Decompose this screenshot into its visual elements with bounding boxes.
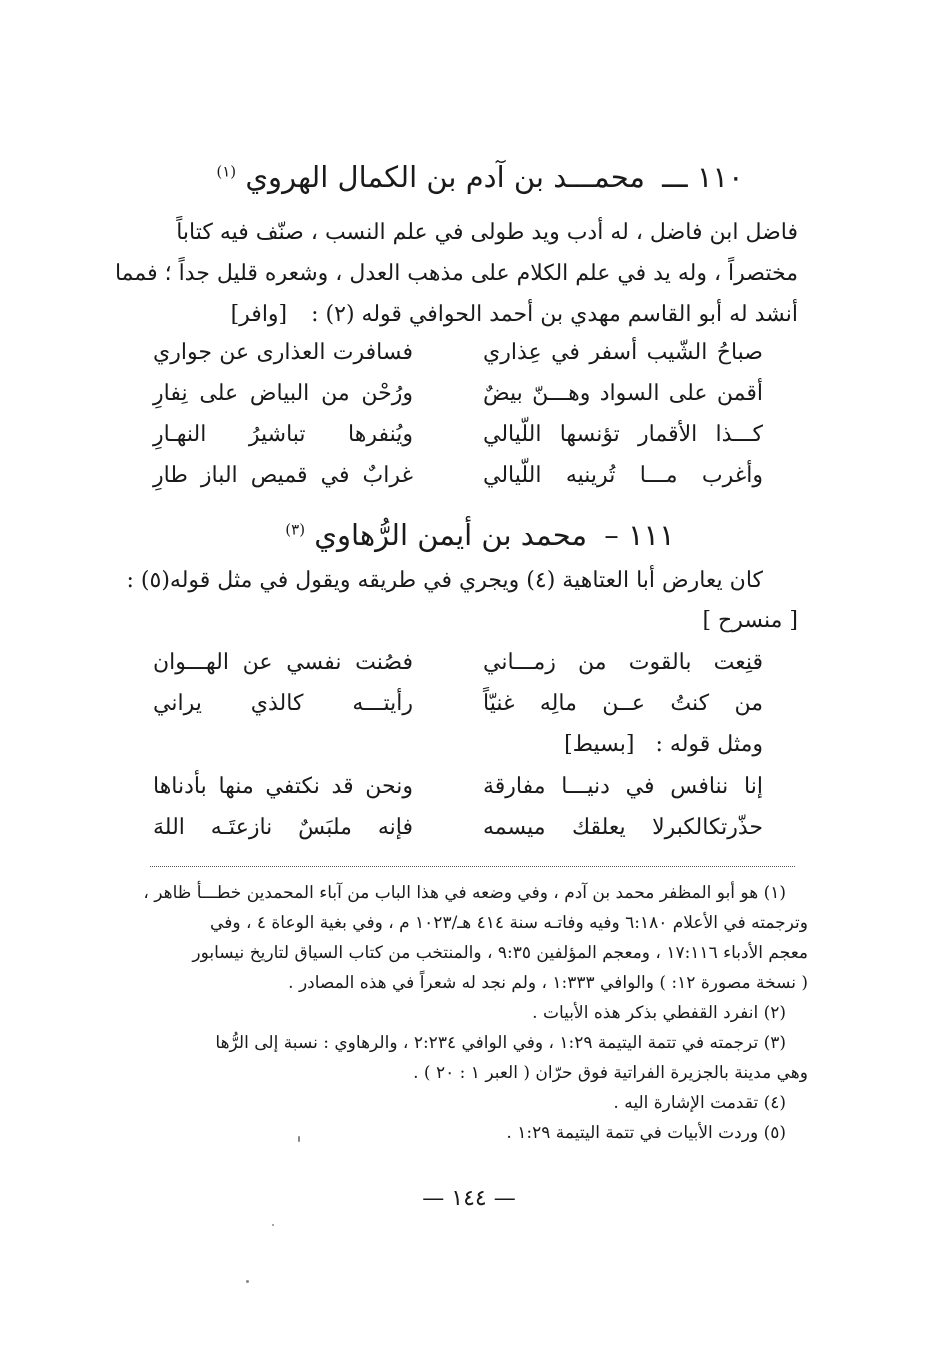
verse-first-hemistich: وأغرب مـــا تُرينيه اللّيالي (483, 463, 763, 488)
footnote-line: وهي مدينة بالجزيرة الفراتية فوق حرّان ( العبر ١ : ٢٠ ) . (413, 1063, 808, 1083)
verse-line (153, 340, 763, 381)
prose-line: فاضل ابن فاضل ، له أدب ويد طولى في علم النسب ، صنّف فيه كتاباً (176, 220, 798, 245)
scan-speck (298, 1136, 300, 1142)
entry-heading-111 (160, 518, 800, 552)
verse-first-hemistich: حذّرتكالكبرلا يعلقك ميسمه (483, 815, 763, 840)
verse-first-hemistich: كـــذا الأقمار تؤنسها اللّيالي (483, 422, 763, 447)
footnote-line: (١) هو أبو المظفر محمد بن آدم ، وفي وضعه في هذا الباب من آباء المحمدين خطـــأ ظاهر ، (143, 883, 786, 903)
scan-speck (246, 1280, 249, 1283)
footnote-line: (٥) وردت الأبيات في تتمة اليتيمة ١:٢٩ . (506, 1123, 786, 1143)
entry-number: ١١١ – (604, 518, 675, 552)
footnote-line: (٢) انفرد القفطي بذكر هذه الأبيات . (532, 1003, 786, 1023)
meter-label: [وافر] (230, 302, 288, 327)
verse-first-hemistich: صباحُ الشّيب أسفر في عِذاري (483, 340, 763, 365)
poem-intro (564, 732, 763, 757)
footnote-separator (150, 866, 795, 867)
verse-first-hemistich: أقمن على السواد وهـــنّ بيضٌ (483, 381, 763, 406)
verse-second-hemistich: ورُحْن من البياض على نِفارِ (153, 381, 413, 406)
verse-second-hemistich: رأيتـــه كالذي يراني (153, 691, 413, 716)
footnote-line: ( نسخة مصورة ١٢: ) والوافي ١:٣٣٣ ، ولم نجد له شعراً في هذه المصادر . (288, 973, 808, 993)
prose-line (130, 294, 798, 335)
scan-speck (272, 1224, 274, 1226)
verse-line (153, 774, 763, 815)
prose-line: مختصراً ، وله يد في علم الكلام على مذهب العدل ، وشعره قليل جداً ؛ فمما (114, 261, 798, 286)
entry-number: ١١٠ ـــ (662, 160, 744, 194)
footnote-ref: (١) (216, 162, 237, 181)
verse-first-hemistich: إنا ننافس في دنيـــا مفارقة (483, 774, 763, 799)
entry-title: محمـــد بن آدم بن الكمال الهروي (245, 160, 645, 194)
entry-title: محمد بن أيمن الرُّهاوي (314, 518, 588, 552)
verse-first-hemistich: من كنتُ عــن مالِه غنيّاً (483, 691, 763, 716)
footnote-ref: (٣) (285, 520, 306, 539)
footnotes (118, 878, 808, 1148)
meter-label: [بسيط] (564, 732, 635, 757)
verse-first-hemistich: قنِعت بالقوت من زمـــاني (483, 650, 763, 675)
page-number: — ١٤٤ — (422, 1186, 516, 1211)
entry-heading-110 (160, 160, 800, 194)
footnote-line: وترجمته في الأعلام ٦:١٨٠ وفيه وفاتـه سنة ٤١٤ هـ/١٠٢٣ م ، وفي بغية الوعاة ٤ ، وفي (210, 913, 808, 933)
verse-line (153, 650, 763, 691)
prose-line-text: أنشد له أبو القاسم مهدي بن أحمد الحوافي قوله (٢) : (311, 302, 798, 327)
verse-second-hemistich: فصُنت نفسي عن الهـــوان (153, 650, 413, 675)
verse-line (153, 815, 763, 856)
verse-line (153, 463, 763, 504)
poem-111-a (153, 650, 763, 732)
poem-110 (153, 340, 763, 504)
verse-second-hemistich: فإنه ملبَسٌ نازعتَـه اللهَ (153, 815, 413, 840)
poem-intro-text: ومثل قوله : (655, 732, 763, 757)
poem-111-b (153, 774, 763, 856)
verse-second-hemistich: ونحن قد نكتفي منها بأدناها (153, 774, 413, 799)
entry-111-prose: كان يعارض أبا العتاهية (٤) ويجري في طريقه ويقول في مثل قوله(٥) : (126, 568, 763, 593)
verse-line (153, 381, 763, 422)
footnote-line: (٣) ترجمته في تتمة اليتيمة ١:٢٩ ، وفي الوافي ٢:٢٣٤ ، والرهاوي : نسبة إلى الرُّها (215, 1033, 786, 1053)
entry-110-prose (114, 212, 798, 335)
verse-second-hemistich: ويُنفرها تباشيرُ النهـارِ (153, 422, 413, 447)
verse-line (153, 691, 763, 732)
footnote-line: معجم الأدباء ١٧:١١٦ ، ومعجم المؤلفين ٩:٣٥ ، والمنتخب من كتاب السياق لتاريخ نيسابور (192, 943, 808, 963)
verse-second-hemistich: غرابٌ في قميص الباز طارِ (153, 463, 413, 488)
footnote-line: (٤) تقدمت الإشارة اليه . (613, 1093, 786, 1113)
meter-label: [ منسرح ] (702, 608, 798, 633)
verse-line (153, 422, 763, 463)
verse-second-hemistich: فسافرت العذارى عن جواري (153, 340, 413, 365)
